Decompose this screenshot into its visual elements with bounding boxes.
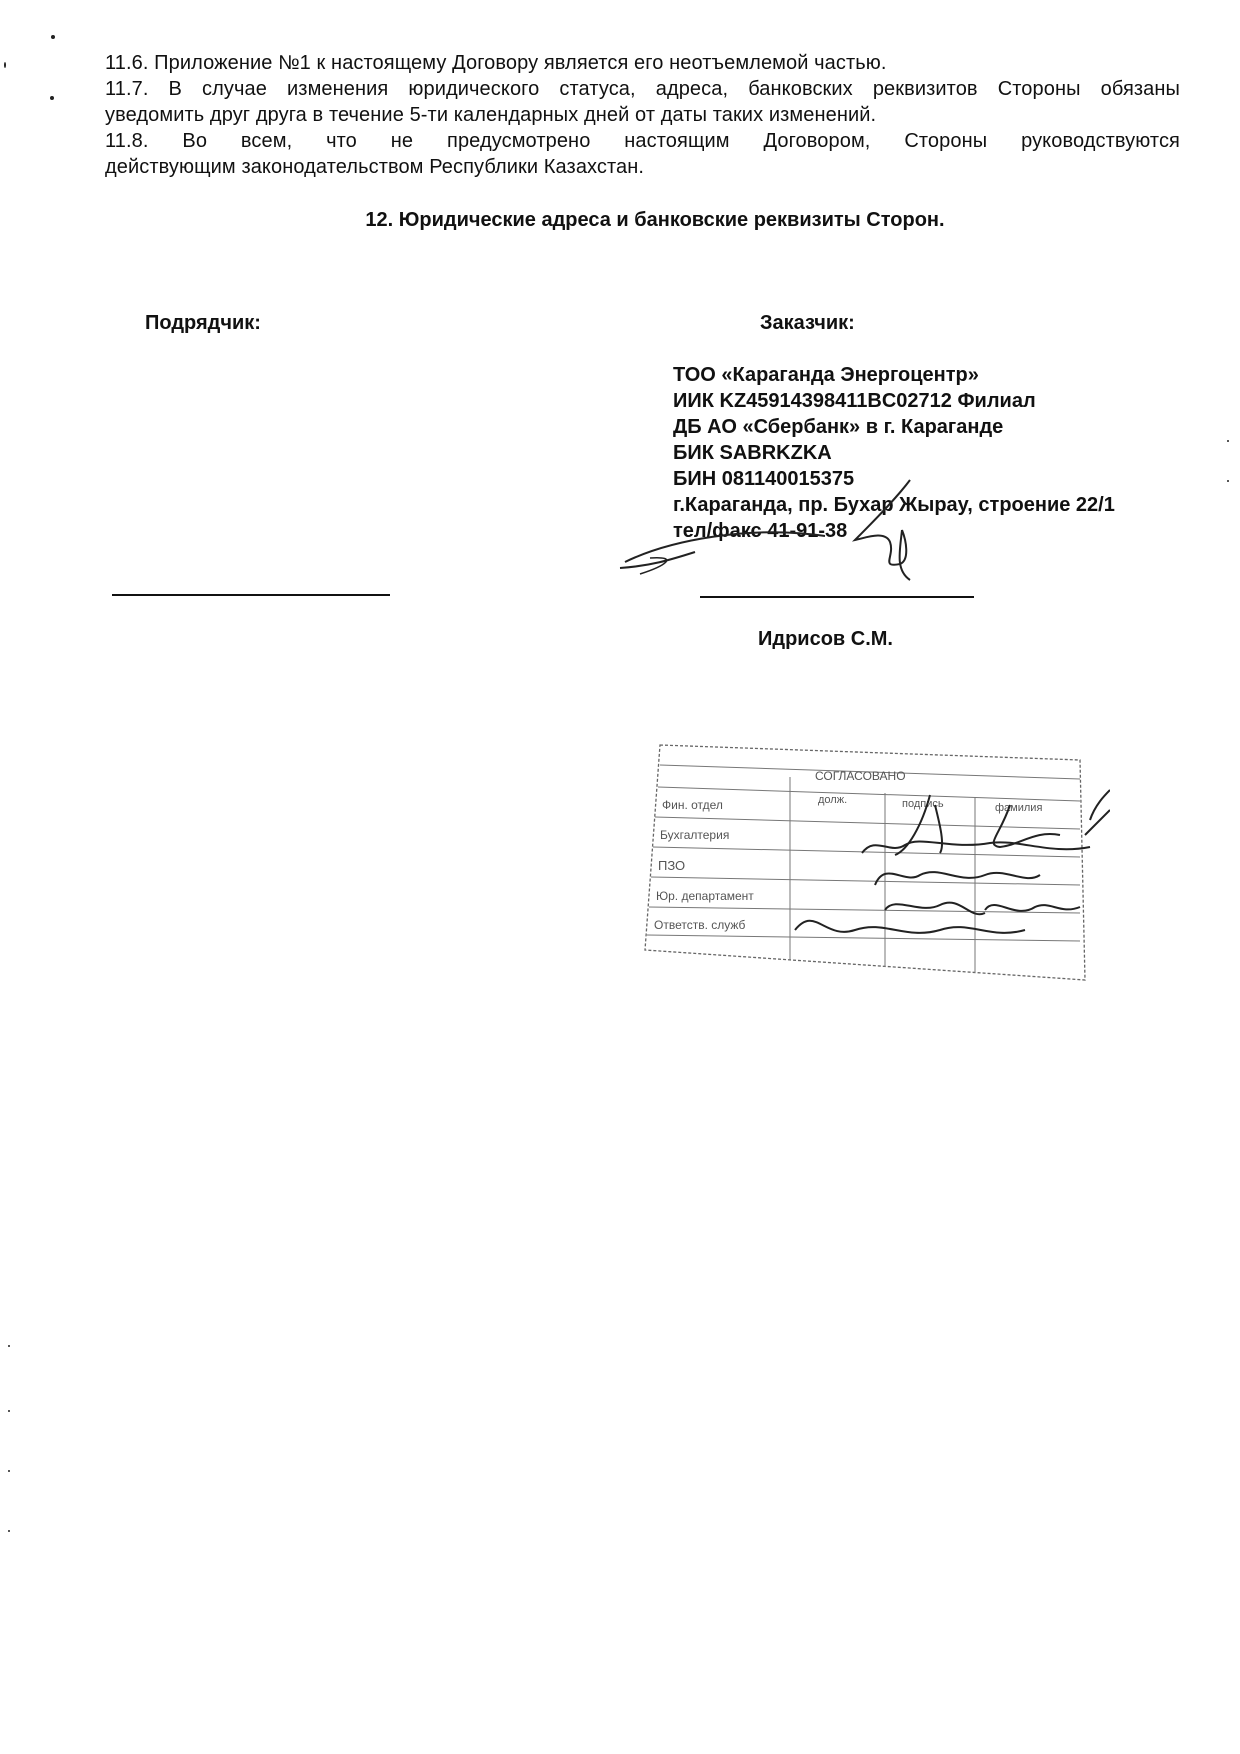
clause-11-7-line-2: уведомить друг друга в течение 5-ти календарных дней от даты таких изменений. — [105, 104, 877, 126]
stamp-row-4: Юр. департамент — [656, 889, 754, 903]
stamp-col-signature: подпись — [902, 798, 944, 810]
stamp-row-2: Бухгалтерия — [660, 828, 730, 842]
scan-speck — [8, 1470, 10, 1472]
clause-11-8 — [105, 128, 1180, 180]
customer-bik: БИК SABRKZKA — [673, 442, 832, 464]
stamp-row-3: ПЗО — [658, 858, 686, 873]
customer-phone: тел/факс 41-91-38 — [673, 520, 848, 542]
clause-11-8-line-2: действующим законодательством Республики Казахстан. — [105, 156, 645, 178]
customer-bank: ДБ АО «Сбербанк» в г. Караганде — [673, 416, 1004, 438]
clause-11-6-text: 11.6. Приложение №1 к настоящему Договору является его неотъемлемой частью. — [105, 52, 887, 74]
scan-speck — [8, 1410, 10, 1412]
customer-label: Заказчик: — [760, 312, 855, 334]
stamp-row-1: Фин. отдел — [662, 798, 723, 812]
clause-11-7 — [105, 76, 1180, 128]
approval-stamp — [640, 735, 1110, 985]
stamp-row-5: Ответств. служб — [654, 918, 746, 932]
customer-address: г.Караганда, пр. Бухар Жырау, строение 22/1 — [673, 494, 1115, 516]
scan-speck — [50, 96, 54, 100]
clause-11-8-line-1: 11.8. Во всем, что не предусмотрено настоящим Договором, Стороны руководствуются — [105, 130, 1180, 152]
customer-signatory-name: Идрисов С.М. — [758, 628, 893, 650]
contractor-signature-line — [112, 594, 390, 596]
clause-11-6 — [105, 50, 1180, 76]
scan-speck — [51, 35, 55, 39]
scan-speck — [8, 1345, 10, 1347]
scan-speck — [8, 1530, 10, 1532]
contractor-label: Подрядчик: — [145, 312, 261, 334]
section-12-title: 12. Юридические адреса и банковские реквизиты Сторон. — [365, 209, 945, 231]
stamp-col-surname: фамилия — [995, 802, 1043, 814]
stamp-col-position: долж. — [818, 794, 848, 806]
customer-signature-line — [700, 596, 974, 598]
stamp-title: СОГЛАСОВАНО — [815, 769, 906, 783]
scan-speck — [1227, 440, 1229, 442]
clause-11-7-line-1: 11.7. В случае изменения юридического статуса, адреса, банковских реквизитов Стороны обязаны — [105, 78, 1180, 100]
customer-bin: БИН 081140015375 — [673, 468, 855, 490]
customer-company-name: ТОО «Караганда Энергоцентр» — [673, 364, 979, 386]
scan-speck — [4, 62, 6, 68]
scan-speck — [1227, 480, 1229, 482]
customer-iik: ИИК KZ45914398411BC02712 Филиал — [673, 390, 1036, 412]
